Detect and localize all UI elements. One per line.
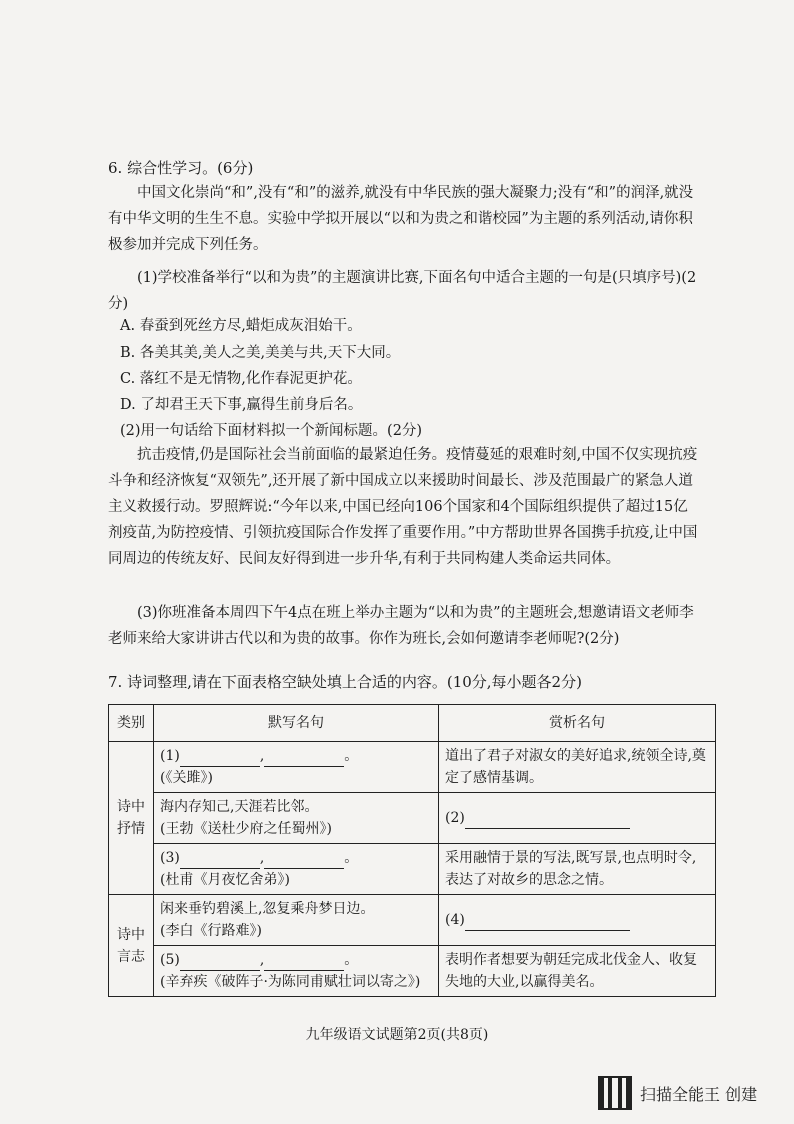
cell-analysis-5: 表明作者想要为朝廷完成北伐金人、收复失地的大业,以赢得美名。 xyxy=(439,946,716,997)
poem-table xyxy=(108,704,716,997)
q7-title: 7. 诗词整理,请在下面表格空缺处填上合适的内容。(10分,每小题各2分) xyxy=(108,673,582,691)
q6-sub3: (3)你班准备本周四下午4点在班上举办主题为“以和为贵”的主题班会,想邀请语文老师李老师来给大家讲讲古代以和为贵的故事。你作为班长,会如何邀请李老师呢?(2分) xyxy=(108,605,694,647)
cell-recite-3: (3) , 。 (杜甫《月夜忆舍弟》) xyxy=(154,844,439,895)
answer-blank[interactable] xyxy=(465,812,630,829)
option-a: A. 春蚕到死丝方尽,蜡炬成灰泪始干。 xyxy=(120,318,362,334)
option-c: C. 落红不是无情物,化作春泥更护花。 xyxy=(120,371,362,387)
cell-recite-2: 海内存知己,天涯若比邻。 (王勃《送杜少府之任蜀州》) xyxy=(154,793,439,844)
q6-sub1: (1)学校准备举行“以和为贵”的主题演讲比赛,下面名句中适合主题的一句是(只填序号)(2分) xyxy=(108,270,697,312)
answer-blank[interactable] xyxy=(180,954,260,971)
answer-blank[interactable] xyxy=(180,852,260,869)
cell-analysis-1: 道出了君子对淑女的美好追求,统领全诗,奠定了感情基调。 xyxy=(439,742,716,793)
answer-blank[interactable] xyxy=(465,914,630,931)
table-row xyxy=(109,946,716,997)
q6-title: 6. 综合性学习。(6分) xyxy=(108,159,254,177)
cell-analysis-3: 采用融情于景的写法,既写景,也点明时令,表达了对故乡的思念之情。 xyxy=(439,844,716,895)
table-row xyxy=(109,742,716,793)
watermark-text: 扫描全能王 创建 xyxy=(640,1084,758,1104)
cell-analysis-4: (4) xyxy=(439,895,716,946)
page-footer: 九年级语文试题第2页(共8页) xyxy=(305,1027,489,1043)
q6-intro: 中国文化崇尚“和”,没有“和”的滋养,就没有中华民族的强大凝聚力;没有“和”的润泽,就没有中华文明的生生不息。实验中学拟开展以“以和为贵之和谐校园”为主题的系列活动,请你积极参加并完成下列任务。 xyxy=(108,185,694,253)
q6-sub2: (2)用一句话给下面材料拟一个新闻标题。(2分) xyxy=(120,423,423,439)
answer-blank[interactable] xyxy=(264,852,344,869)
answer-blank[interactable] xyxy=(264,750,344,767)
answer-blank[interactable] xyxy=(264,954,344,971)
option-b: B. 各美其美,美人之美,美美与共,天下大同。 xyxy=(120,345,401,361)
cell-recite-5: (5) , 。 (辛弃疾《破阵子·为陈同甫赋壮词以寄之》) xyxy=(154,946,439,997)
header-category: 类别 xyxy=(109,705,154,742)
cell-recite-4: 闲来垂钓碧溪上,忽复乘舟梦日边。 (李白《行路难》) xyxy=(154,895,439,946)
category-aspiration: 诗中言志 xyxy=(109,895,154,997)
qr-code-icon xyxy=(598,1076,632,1110)
q6-material: 抗击疫情,仍是国际社会当前面临的最紧迫任务。疫情蔓延的艰难时刻,中国不仅实现抗疫斗争和经济恢复“双领先”,还开展了新中国成立以来援助时间最长、涉及范围最广的紧急人道主义救援行动。罗照辉说:“今年以来,中国已经向106个国家和4个国际组织提供了超过15亿剂疫苗,为防控疫情、引领抗疫国际合作发挥了重要作用。”中方帮助世界各国携手抗疫,让中国同周边的传统友好、民间友好得到进一步升华,有利于共同构建人类命运共同体。 xyxy=(108,447,698,567)
option-d: D. 了却君王天下事,赢得生前身后名。 xyxy=(120,397,363,413)
answer-blank[interactable] xyxy=(180,750,260,767)
table-row xyxy=(109,895,716,946)
table-row xyxy=(109,844,716,895)
cell-analysis-2: (2) xyxy=(439,793,716,844)
header-recite: 默写名句 xyxy=(154,705,439,742)
table-row xyxy=(109,793,716,844)
scanner-watermark xyxy=(598,1076,757,1110)
table-header-row xyxy=(109,705,716,742)
header-analysis: 赏析名句 xyxy=(439,705,716,742)
cell-recite-1: (1) , 。 (《关雎》) xyxy=(154,742,439,793)
category-lyric: 诗中抒情 xyxy=(109,742,154,895)
